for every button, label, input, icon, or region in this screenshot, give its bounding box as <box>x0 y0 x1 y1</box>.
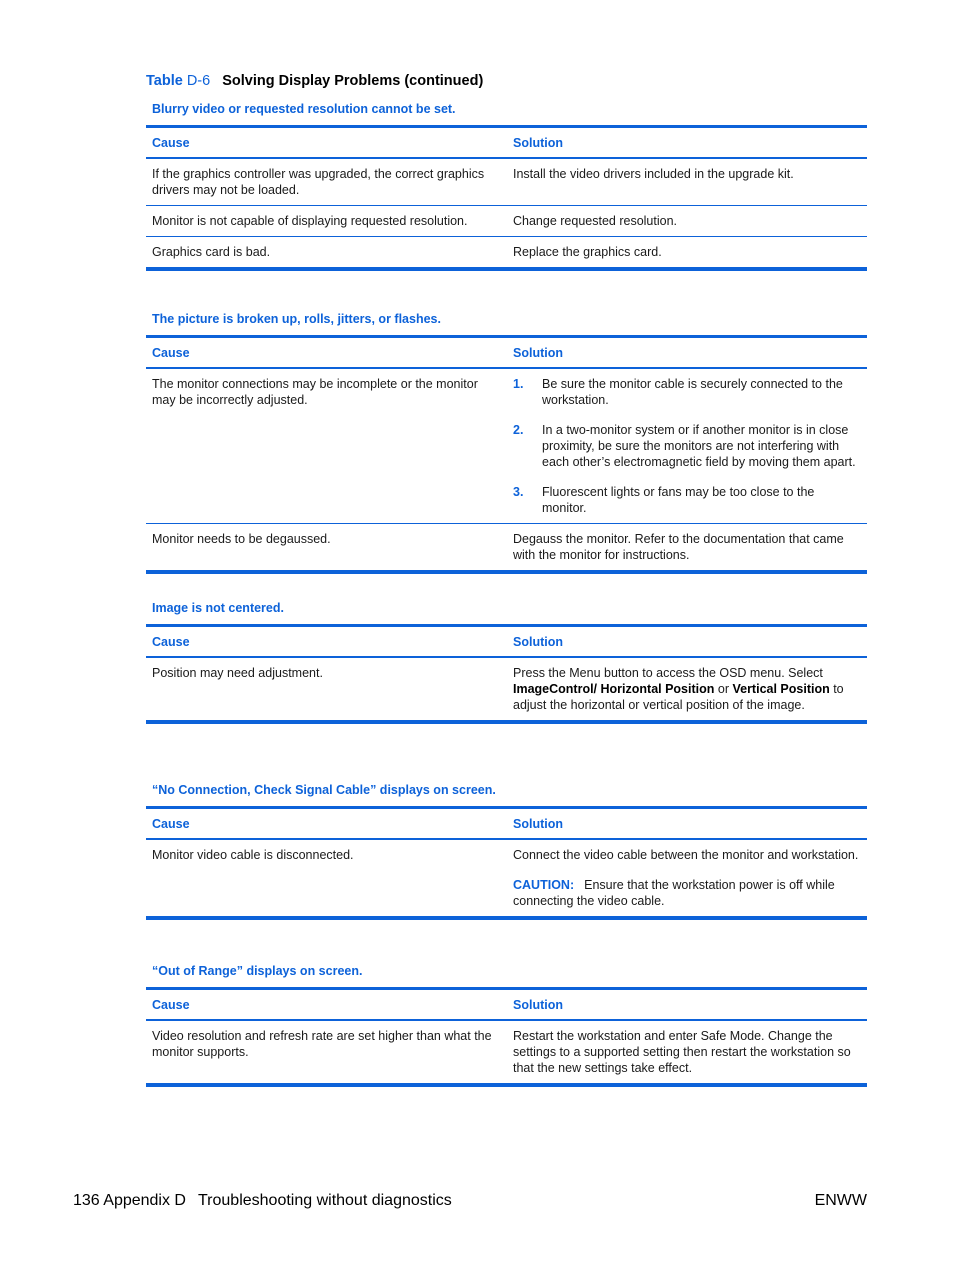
section-title: “Out of Range” displays on screen. <box>152 964 363 978</box>
table-caption <box>146 73 483 89</box>
section-no-connection <box>146 782 867 920</box>
cause-cell: Video resolution and refresh rate are set higher than what the monitor supports. <box>152 1029 492 1059</box>
solution-cell <box>507 839 867 918</box>
troubleshooting-table <box>146 335 867 574</box>
menu-path: ImageControl/ Horizontal Position <box>513 682 715 696</box>
section-out-of-range <box>146 963 867 1087</box>
table-caption-title: Solving Display Problems (continued) <box>222 73 484 89</box>
table-header-row <box>146 626 867 658</box>
cause-cell: The monitor connections may be incomplete or the monitor may be incorrectly adjusted. <box>152 377 478 407</box>
solution-cell: Install the video drivers included in the upgrade kit. <box>513 167 794 181</box>
cause-header: Cause <box>146 808 507 840</box>
step-item <box>513 484 861 516</box>
section-title: “No Connection, Check Signal Cable” displays on screen. <box>152 783 496 797</box>
troubleshooting-table <box>146 806 867 920</box>
section-image-not-centered <box>146 600 867 724</box>
step-item <box>513 376 861 408</box>
cause-header: Cause <box>146 626 507 658</box>
solution-text: to adjust the horizontal or vertical position of the image. <box>513 682 844 712</box>
step-text: In a two-monitor system or if another monitor is in close proximity, be sure the monitors are not interfering with each other’s electromagnetic field by moving them apart. <box>542 423 856 469</box>
menu-path: Vertical Position <box>732 682 830 696</box>
cause-cell: Monitor is not capable of displaying requested resolution. <box>146 206 507 237</box>
table-header-row <box>146 808 867 840</box>
table-row <box>146 657 867 722</box>
step-number: 2. <box>513 423 524 437</box>
step-text: Be sure the monitor cable is securely connected to the workstation. <box>542 377 843 407</box>
solution-cell: Replace the graphics card. <box>507 237 867 270</box>
cause-header: Cause <box>146 989 507 1021</box>
cause-cell: Graphics card is bad. <box>146 237 507 270</box>
cause-cell: Monitor video cable is disconnected. <box>152 848 354 862</box>
section-picture-broken <box>146 311 867 574</box>
step-number: 1. <box>513 377 524 391</box>
solution-cell: Restart the workstation and enter Safe Mode. Change the settings to a supported setting then restart the workstation so that the new settings take effect. <box>513 1029 851 1075</box>
solution-cell <box>507 368 867 524</box>
cause-cell: Position may need adjustment. <box>152 666 323 680</box>
table-row <box>146 839 867 918</box>
step-item <box>513 422 861 470</box>
cause-header: Cause <box>146 127 507 159</box>
solution-header: Solution <box>507 989 867 1021</box>
solution-cell: Change requested resolution. <box>507 206 867 237</box>
solution-text: Press the Menu button to access the OSD menu. Select <box>513 666 823 680</box>
table-row <box>146 158 867 206</box>
solution-header: Solution <box>507 337 867 369</box>
footer-right: ENWW <box>814 1192 867 1209</box>
solution-text: Connect the video cable between the monitor and workstation. <box>513 848 859 862</box>
section-title: Image is not centered. <box>152 601 284 615</box>
footer-left <box>73 1192 452 1210</box>
solution-cell <box>507 657 867 722</box>
table-row <box>146 1020 867 1085</box>
solution-header: Solution <box>507 808 867 840</box>
solution-header: Solution <box>507 626 867 658</box>
step-number: 3. <box>513 485 524 499</box>
table-row <box>146 368 867 524</box>
table-header-row <box>146 127 867 159</box>
table-caption-number: D-6 <box>186 73 211 89</box>
troubleshooting-table <box>146 125 867 271</box>
caution-label: CAUTION: <box>513 878 575 892</box>
solution-cell: Degauss the monitor. Refer to the documentation that came with the monitor for instructions. <box>507 524 867 573</box>
troubleshooting-table <box>146 624 867 724</box>
step-text: Fluorescent lights or fans may be too close to the monitor. <box>542 485 815 515</box>
solution-text: or <box>714 682 733 696</box>
solution-header: Solution <box>507 127 867 159</box>
solution-steps <box>513 376 861 516</box>
table-caption-label: Table <box>146 73 183 89</box>
table-row <box>146 237 867 270</box>
table-header-row <box>146 337 867 369</box>
footer-chapter: Troubleshooting without diagnostics <box>197 1192 452 1209</box>
table-row <box>146 524 867 573</box>
troubleshooting-table <box>146 987 867 1087</box>
cause-cell: Monitor needs to be degaussed. <box>146 524 507 573</box>
section-blurry-video <box>146 101 867 271</box>
caution-text: Ensure that the workstation power is off while connecting the video cable. <box>513 878 835 908</box>
caution-note <box>513 877 861 909</box>
section-title: Blurry video or requested resolution cannot be set. <box>152 102 456 116</box>
footer-section: Appendix D <box>103 1192 186 1209</box>
table-row <box>146 206 867 237</box>
table-header-row <box>146 989 867 1021</box>
cause-header: Cause <box>146 337 507 369</box>
page-number: 136 <box>73 1192 100 1209</box>
section-title: The picture is broken up, rolls, jitters, or flashes. <box>152 312 441 326</box>
cause-cell: If the graphics controller was upgraded, the correct graphics drivers may not be loaded. <box>152 167 485 197</box>
